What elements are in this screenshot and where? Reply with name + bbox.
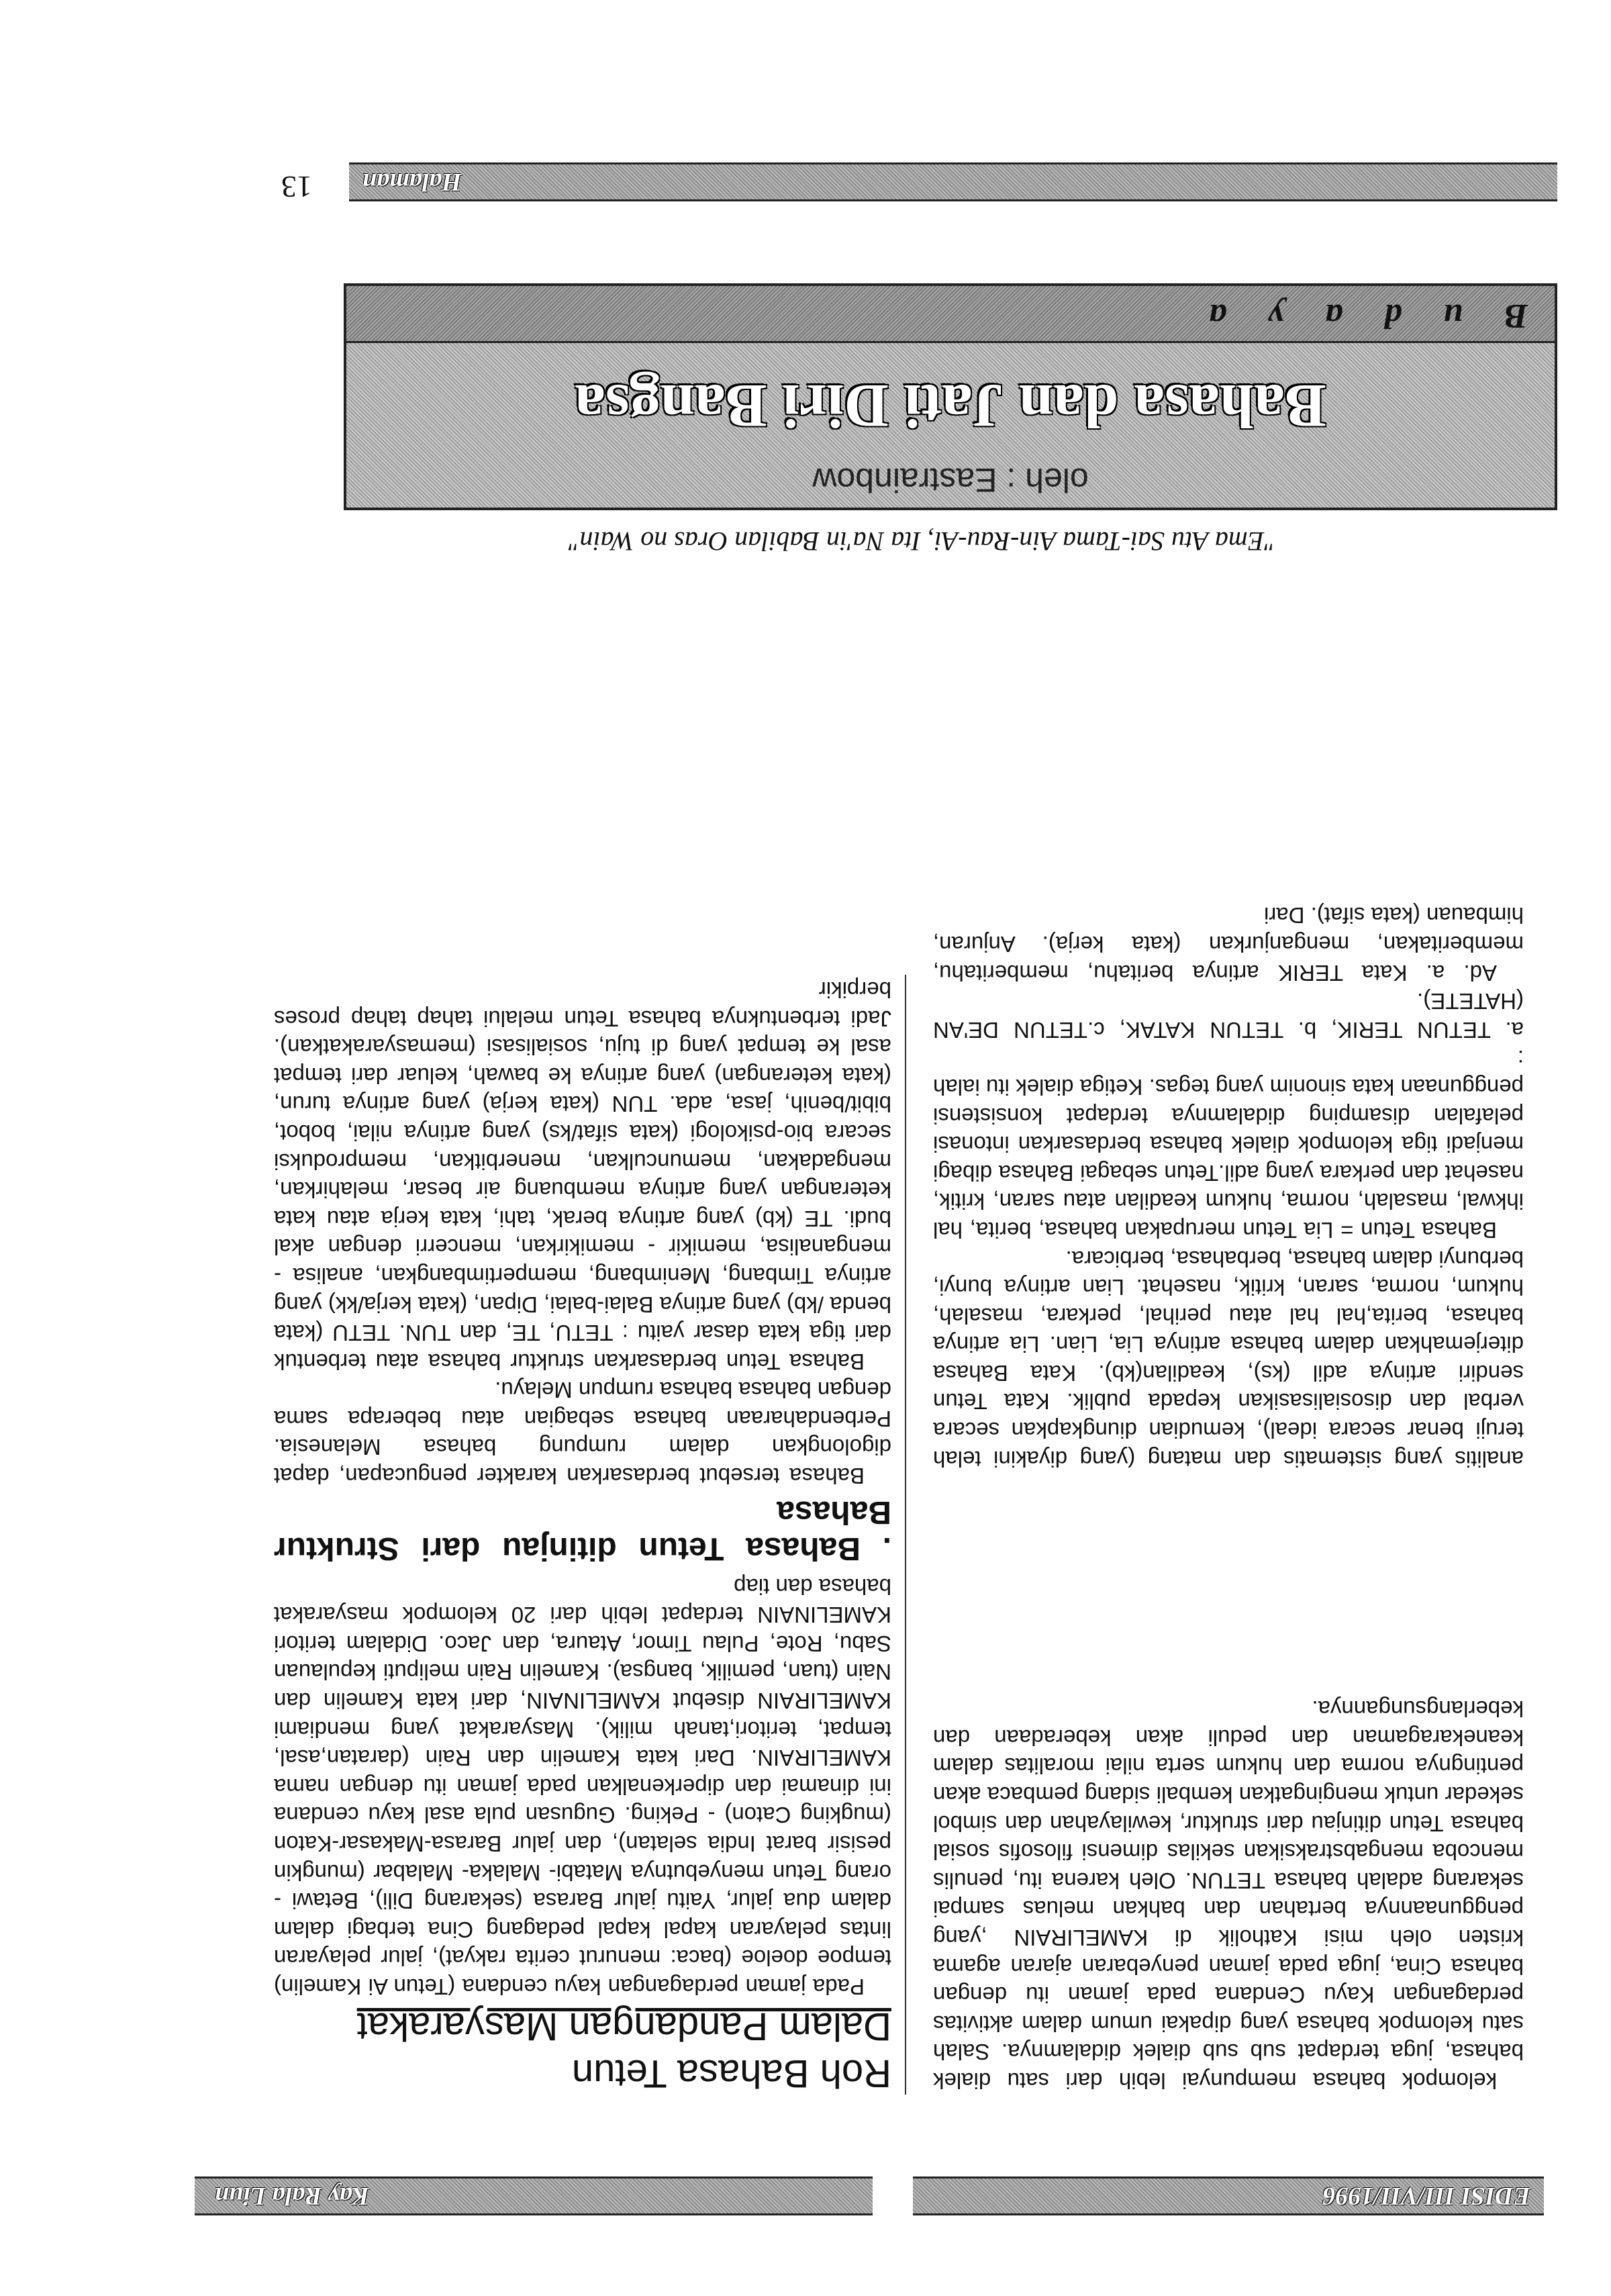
author-byline: oleh : Eastrainbow bbox=[812, 461, 1089, 499]
article-column-left bbox=[933, 901, 1524, 2095]
category-label: Budaya bbox=[1167, 297, 1528, 335]
page-label: Halaman bbox=[362, 168, 462, 196]
article-paragraph: Bahasa Tetun = Lia Tetun merupakan bahasa, berita, hal ihkwal, masalah, norma, hukum keadilan atau saran, kritik, nasehat dan perkara yang adil.Tetun sebagai Bahasa dibagi menjadi tiga kelompok dialek bahasa berdasarkan intonasi pelafalan disamping didalamnya terdapat konsistensi penggunaan kata sinonim yang tegas. Ketiga dialek itu ialah : bbox=[933, 1046, 1524, 1243]
article-paragraph: Bahasa tersebut berdasarkan karakter pengucapan, dapat digolongkan dalam rumpung bahasa Melanesia. Perbendaharaan bahasa sebagian atau beberapa sama dengan bahasa bahasa rumpun Melayu. bbox=[274, 1378, 891, 1489]
article-column-right bbox=[274, 975, 906, 2095]
header-band-edition bbox=[913, 2177, 1544, 2215]
category-strip bbox=[346, 286, 1555, 343]
article-paragraph: Pada jaman perdagangan kayu cendana (Tetun Ai Kamelin) tempoe doeloe (baca: menurut cerita rakyat), jalur pelayaran lintas pelayaran kapal kapal pedagang Cina terbagi dalam dalam dua jalur, Yaitu jalur Barasa (sekarang Dili), Betawi - orang Tetun menyebutnya Matabi- Malaka- Malabar (mungkin pesisir barat India selatan), dan jalur Barasa-Makasar-Katon (mugking Caton) - Peking. Gugusan pula asal kayu cendana ini dinamai dan diperkenalkan pada jaman itu dengan nama KAMELIRAIN. Dari kata Kamelin dan Rain (daratan,asal, tempat, teritori,tanah milik). Masyarakat yang mendiami KAMELIRAIN disebut KAMELINAIN, dari kata Kamelin dan Nain (tuan, pemilik, bangsa). Kamelin Rain meliputi kepulauan Sabu, Rote, Pulau Timor, Ataura, dan Jaco. Didalam teritori KAMELINAIN terdapat lebih dari 20 kelompok masyarakat bahasa dan tiap bbox=[274, 1574, 891, 1999]
article-paragraph: kelompok bahasa mempunyai lebih dari satu dialek bahasa, juga terdapat sub sub dialek didalamnya. Salah satu kelompok bahasa yang dipakai umum dalam aktivitas perdagangan Kayu Cendana pada jaman itu dengan bahasa Cina, juga pada jaman penyebaran ajaran agama kristen oleh misi Katholik di KAMELIRAIN ,yang penggunaannya bertahan dan bahkan meluas sampai sekarang adalah bahasa TETUN. Oleh karena itu, penulis mencoba mengabstraksikan sekilas dimensi filosofis sosial bahasa Tetun ditinjau dari struktur, kewilayahan dan simbol sekedar untuk mengingatkan kembali sidang pembaca akan pentingnya norma dan hukum serta nilai moralitas dalam keanekaragaman dan peduli akan keberadaan dan keberlangsungannya. bbox=[933, 1696, 1524, 2093]
footer-band bbox=[349, 162, 1557, 201]
article-paragraph: analitis yang sistematis dan matang (yang diyakini telah teruji benar secara ideal), kemudian diungkapkan secara verbal dan disosialisasikan kepada publik. Kata Tetun sendiri artinya adil (ks), keadilan(kb). Kata Bahasa diterjemahkan dalam bahasa artinya Lia, Lian. Lia artinya bahasa, berita,hal hal atau perihal, perkara, masalah, hukum, norma, saran, kritik, nasehat. Lian artinya bunyi, berbunyi dalam bahasa, berbahasa, berbicara. bbox=[933, 1246, 1524, 1472]
tetun-dialect-list: a. TETUN TERIK, b. TETUN KATAK, c.TETUN DE'AN (HATETE). bbox=[933, 989, 1524, 1043]
section-subheading: . Bahasa Tetun ditinjau dari Struktur Bahasa bbox=[274, 1494, 891, 1567]
header-band-section bbox=[195, 2177, 873, 2215]
article-heading-underlined: Dalam Pandangan Masyarakat bbox=[356, 2005, 891, 2048]
title-box bbox=[344, 283, 1557, 510]
article-paragraph: Ad. a. Kata TERIK artinya beritahu, memberitahu, memberitakan, menganjurkan (kata kerja). Anjuran, himbauan (kata sifat). Dari bbox=[933, 903, 1524, 986]
section-label: Kay Rala Liun bbox=[215, 2182, 370, 2210]
page-number: 13 bbox=[281, 170, 312, 204]
edition-label: EDISI III/VII/1996 bbox=[1322, 2182, 1530, 2210]
article-epigraph: "Ema Atu Sai-Tama Ain-Rau-Ai, Ita Na'in Babilan Oras no Wain" bbox=[568, 526, 1275, 557]
article-paragraph: Bahasa Tetun berdasarkan struktur bahasa atau terbentuk dari tiga kata dasar yaitu : TETU, TE, dan TUN. TETU (kata benda /kb) yang artinya Balai-balai, Dipan, (kata kerja/kk) yang artinya Timbang, Menimbang, mempertimbangkan, analisa - menganalisa, memikir - memikirkan, mencerri dengan akal budi. TE (kb) yang artinya berak, tahi, kata kerja atau kata keterangan yang artinya membuang air besar, melahirkan, mengadakan, memunculkan, menerbitkan, memproduksi secara bio-psikologi (kata sifat/ks) yang artinya nilai, bobot, bibit/benih, jasa, ada. TUN (kata kerja) yang artinya turun, (kata keterangan) yang artinya ke bawah, keluar dari tempat asal ke tempat yang di tuju, sosialisasi (memasyarakatkan). Jadi terbentuknya bahasa Tetun melalui tahap tahap proses berpikir bbox=[274, 977, 891, 1374]
article-heading: Roh Bahasa Tetun bbox=[571, 2052, 891, 2095]
main-title: Bahasa dan Jati Diri Bangsa bbox=[575, 372, 1326, 440]
